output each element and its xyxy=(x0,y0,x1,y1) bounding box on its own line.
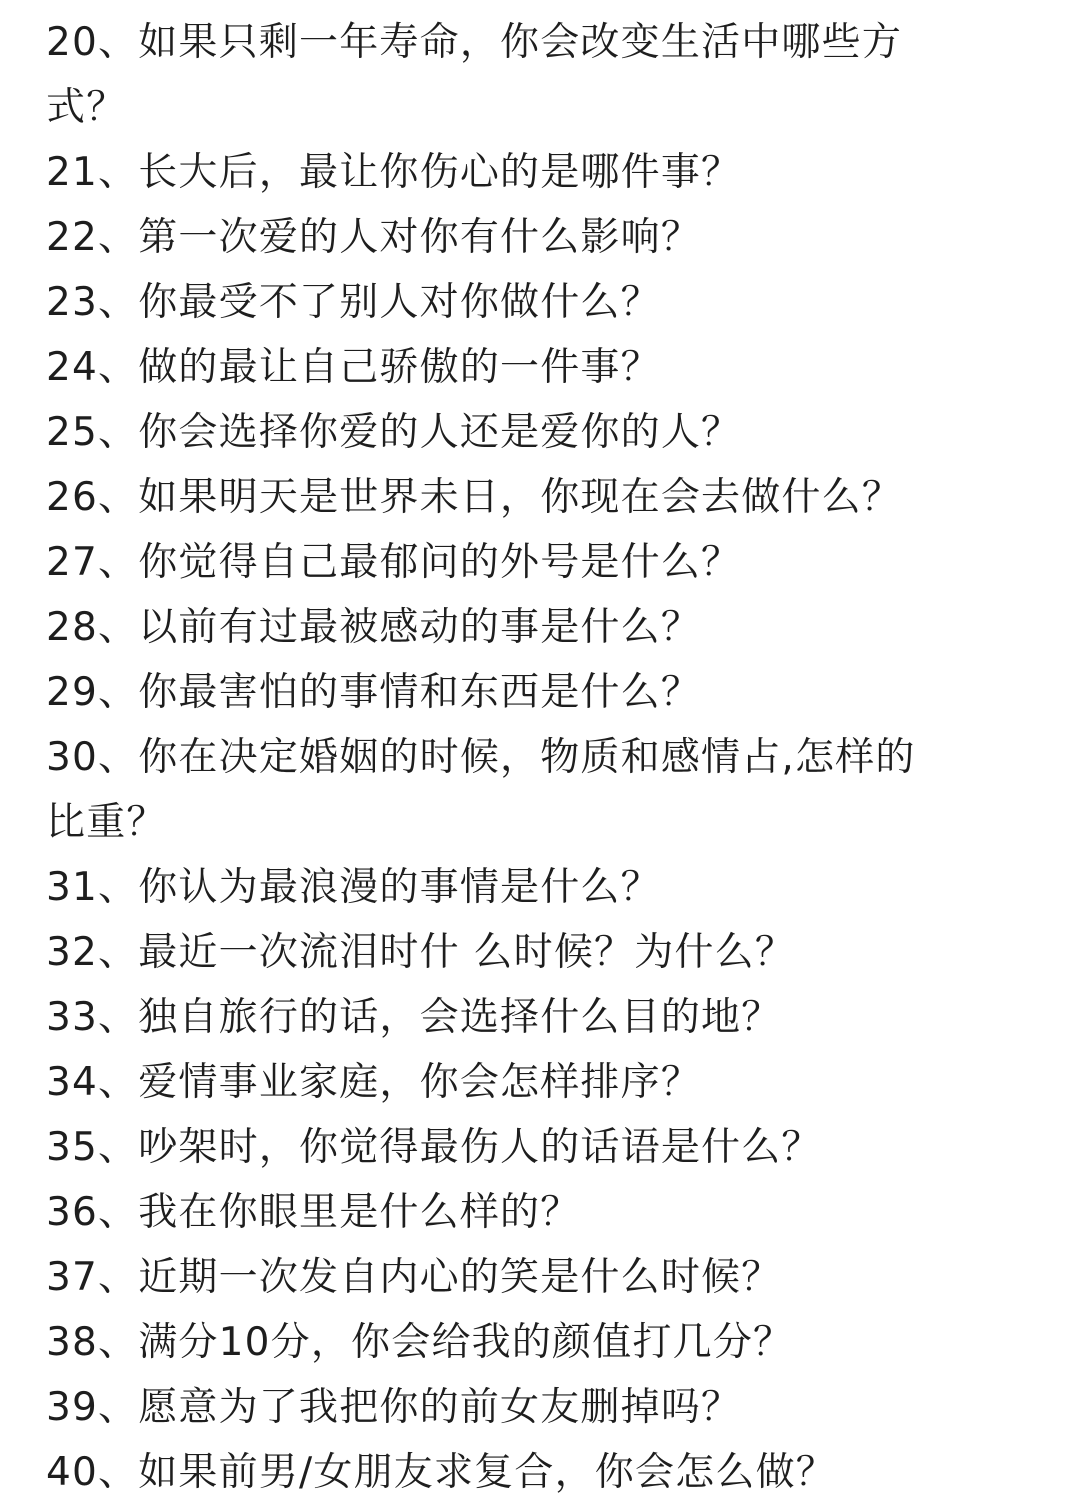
text-line: 23、你最受不了别人对你做什么？ xyxy=(46,280,661,325)
question-list xyxy=(46,10,1046,1505)
text-line: 36、我在你眼里是什么样的？ xyxy=(46,1190,581,1235)
text-line: 26、如果明天是世界未日，你现在会去做什么？ xyxy=(46,475,903,520)
text-line: 33、独自旅行的话，会选择什么目的地？ xyxy=(46,995,782,1040)
text-line: 38、满分10分，你会给我的颜值打几分？ xyxy=(46,1320,794,1365)
text-line: 式？ xyxy=(46,85,127,130)
text-line: 30、你在决定婚姻的时候，物质和感情占,怎样的 xyxy=(46,735,916,780)
text-line: 32、最近一次流泪时什 么时候？为什么？ xyxy=(46,930,796,975)
text-line: 37、近期一次发自内心的笑是什么时候？ xyxy=(46,1255,782,1300)
text-line: 40、如果前男/女朋友求复合，你会怎么做？ xyxy=(46,1450,836,1495)
text-line: 29、你最害怕的事情和东西是什么？ xyxy=(46,670,702,715)
text-line: 21、长大后，最让你伤心的是哪件事？ xyxy=(46,150,742,195)
text-line: 27、你觉得自己最郁问的外号是什么？ xyxy=(46,540,742,585)
text-line: 35、吵架时，你觉得最伤人的话语是什么？ xyxy=(46,1125,822,1170)
text-line: 22、第一次爱的人对你有什么影响？ xyxy=(46,215,702,260)
text-line: 24、做的最让自己骄傲的一件事？ xyxy=(46,345,661,390)
text-line: 比重？ xyxy=(46,800,167,845)
text-line: 34、爱情事业家庭，你会怎样排序？ xyxy=(46,1060,702,1105)
text-line: 39、愿意为了我把你的前女友删掉吗？ xyxy=(46,1385,742,1430)
text-line: 20、如果只剩一年寿命，你会改变生活中哪些方 xyxy=(46,20,903,65)
text-line: 28、以前有过最被感动的事是什么？ xyxy=(46,605,702,650)
text-line: 31、你认为最浪漫的事情是什么？ xyxy=(46,865,661,910)
text-line: 25、你会选择你爱的人还是爱你的人？ xyxy=(46,410,742,455)
